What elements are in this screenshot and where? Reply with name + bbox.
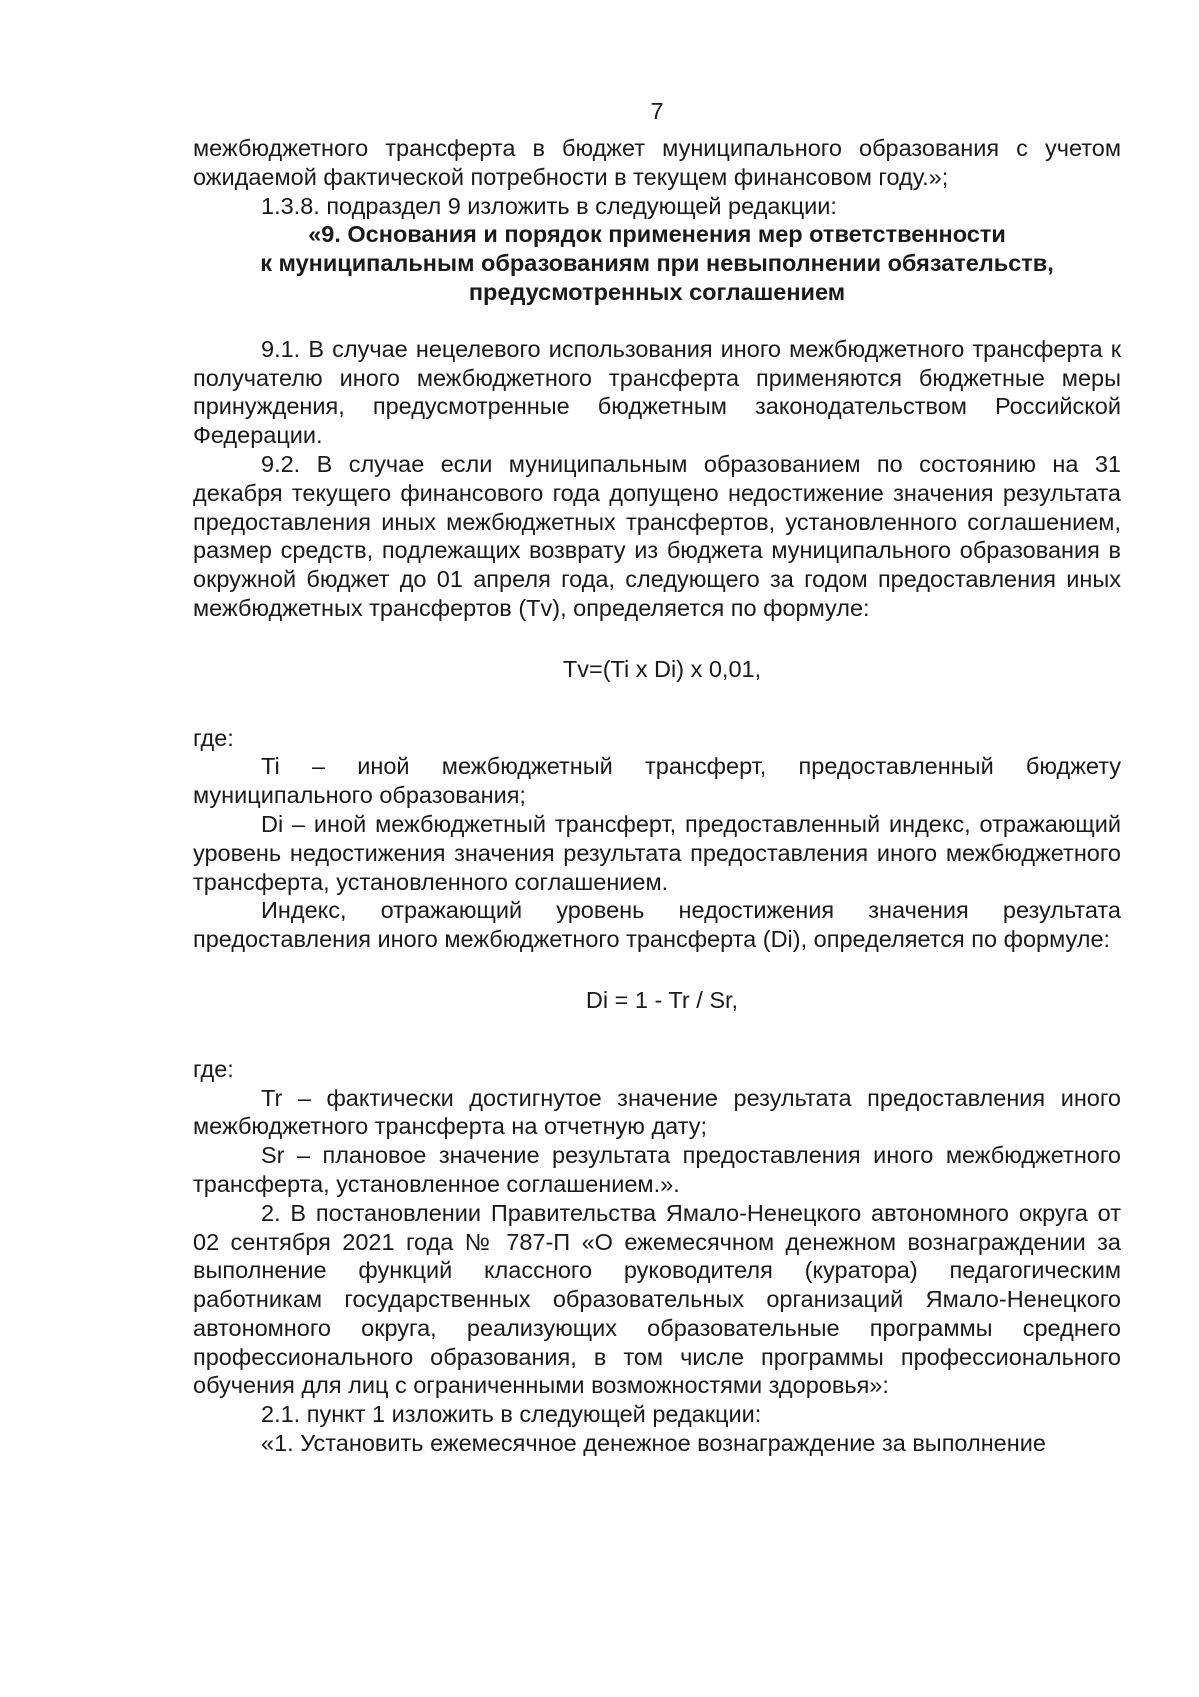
- item-2-1-text: «1. Установить ежемесячное денежное вознаграждение за выполнение: [261, 1430, 1046, 1457]
- page-number: 7: [650, 98, 664, 124]
- section-heading-line-3: предусмотренных соглашением: [468, 278, 846, 305]
- definition-tr: Tr – фактически достигнутое значение результата предоставления иного межбюджетного трансферта на отчетную дату;: [193, 1084, 1121, 1140]
- where-label-2: где:: [193, 1055, 234, 1082]
- item-1-3-8: 1.3.8. подраздел 9 изложить в следующей редакции:: [261, 192, 837, 219]
- document-page: [193, 96, 1121, 1458]
- formula-tv: Tv=(Ti x Di) x 0,01,: [562, 655, 762, 682]
- where-label: где:: [193, 724, 234, 751]
- definition-sr: Sr – плановое значение результата предоставления иного межбюджетного трансферта, установленное соглашением.».: [193, 1142, 1121, 1197]
- definition-di: Di – иной межбюджетный трансферт, предоставленный индекс, отражающий уровень недостижения значения результата предоставления иного межбюджетного трансферта, установленного соглашением.: [193, 810, 1121, 895]
- section-heading-line-1: «9. Основания и порядок применения мер ответственности: [308, 221, 1006, 248]
- paragraph-9-1: 9.1. В случае нецелевого использования иного межбюджетного трансферта к получателю иного межбюджетного трансферта применяются бюджетные меры принуждения, предусмотренные бюджетным законодательством Российской Федерации.: [193, 335, 1121, 449]
- paragraph-9-2: 9.2. В случае если муниципальным образованием по состоянию на 31 декабря текущего финансового года допущено недостижение значения результата предоставления иных межбюджетных трансфертов, установленного соглашением, размер средств, подлежащих возврату из бюджета муниципального образования в окружной бюджет до 01 апреля года, следующего за годом предоставления иных межбюджетных трансфертов (Tv), определяется по формуле:: [193, 450, 1121, 621]
- item-2-1: 2.1. пункт 1 изложить в следующей редакции:: [261, 1401, 762, 1428]
- section-heading: [193, 220, 1121, 306]
- item-2: 2. В постановлении Правительства Ямало-Ненецкого автономного округа от 02 сентября 2021 года № 787-П «О ежемесячном денежном вознаграждении за выполнение функций классного руководителя (куратора) педагогическим работникам государственных образовательных организаций Ямало-Ненецкого автономного округа, реализующих образовательные программы среднего профессионального образования, в том числе программы профессионального обучения для лиц с ограниченными возможностями здоровья»:: [193, 1199, 1121, 1399]
- index-paragraph: Индекс, отражающий уровень недостижения значения результата предоставления иного межбюджетного трансферта (Di), определяется по формуле:: [193, 897, 1121, 953]
- continuation-paragraph: межбюджетного трансферта в бюджет муниципального образования с учетом ожидаемой фактической потребности в текущем финансовом году.»;: [193, 135, 1121, 190]
- definition-ti: Ti – иной межбюджетный трансферт, предоставленный бюджету муниципального образования;: [193, 753, 1121, 809]
- section-heading-line-2: к муниципальным образованиям при невыполнении обязательств,: [260, 250, 1054, 277]
- formula-di: Di = 1 - Tr / Sr,: [585, 986, 739, 1013]
